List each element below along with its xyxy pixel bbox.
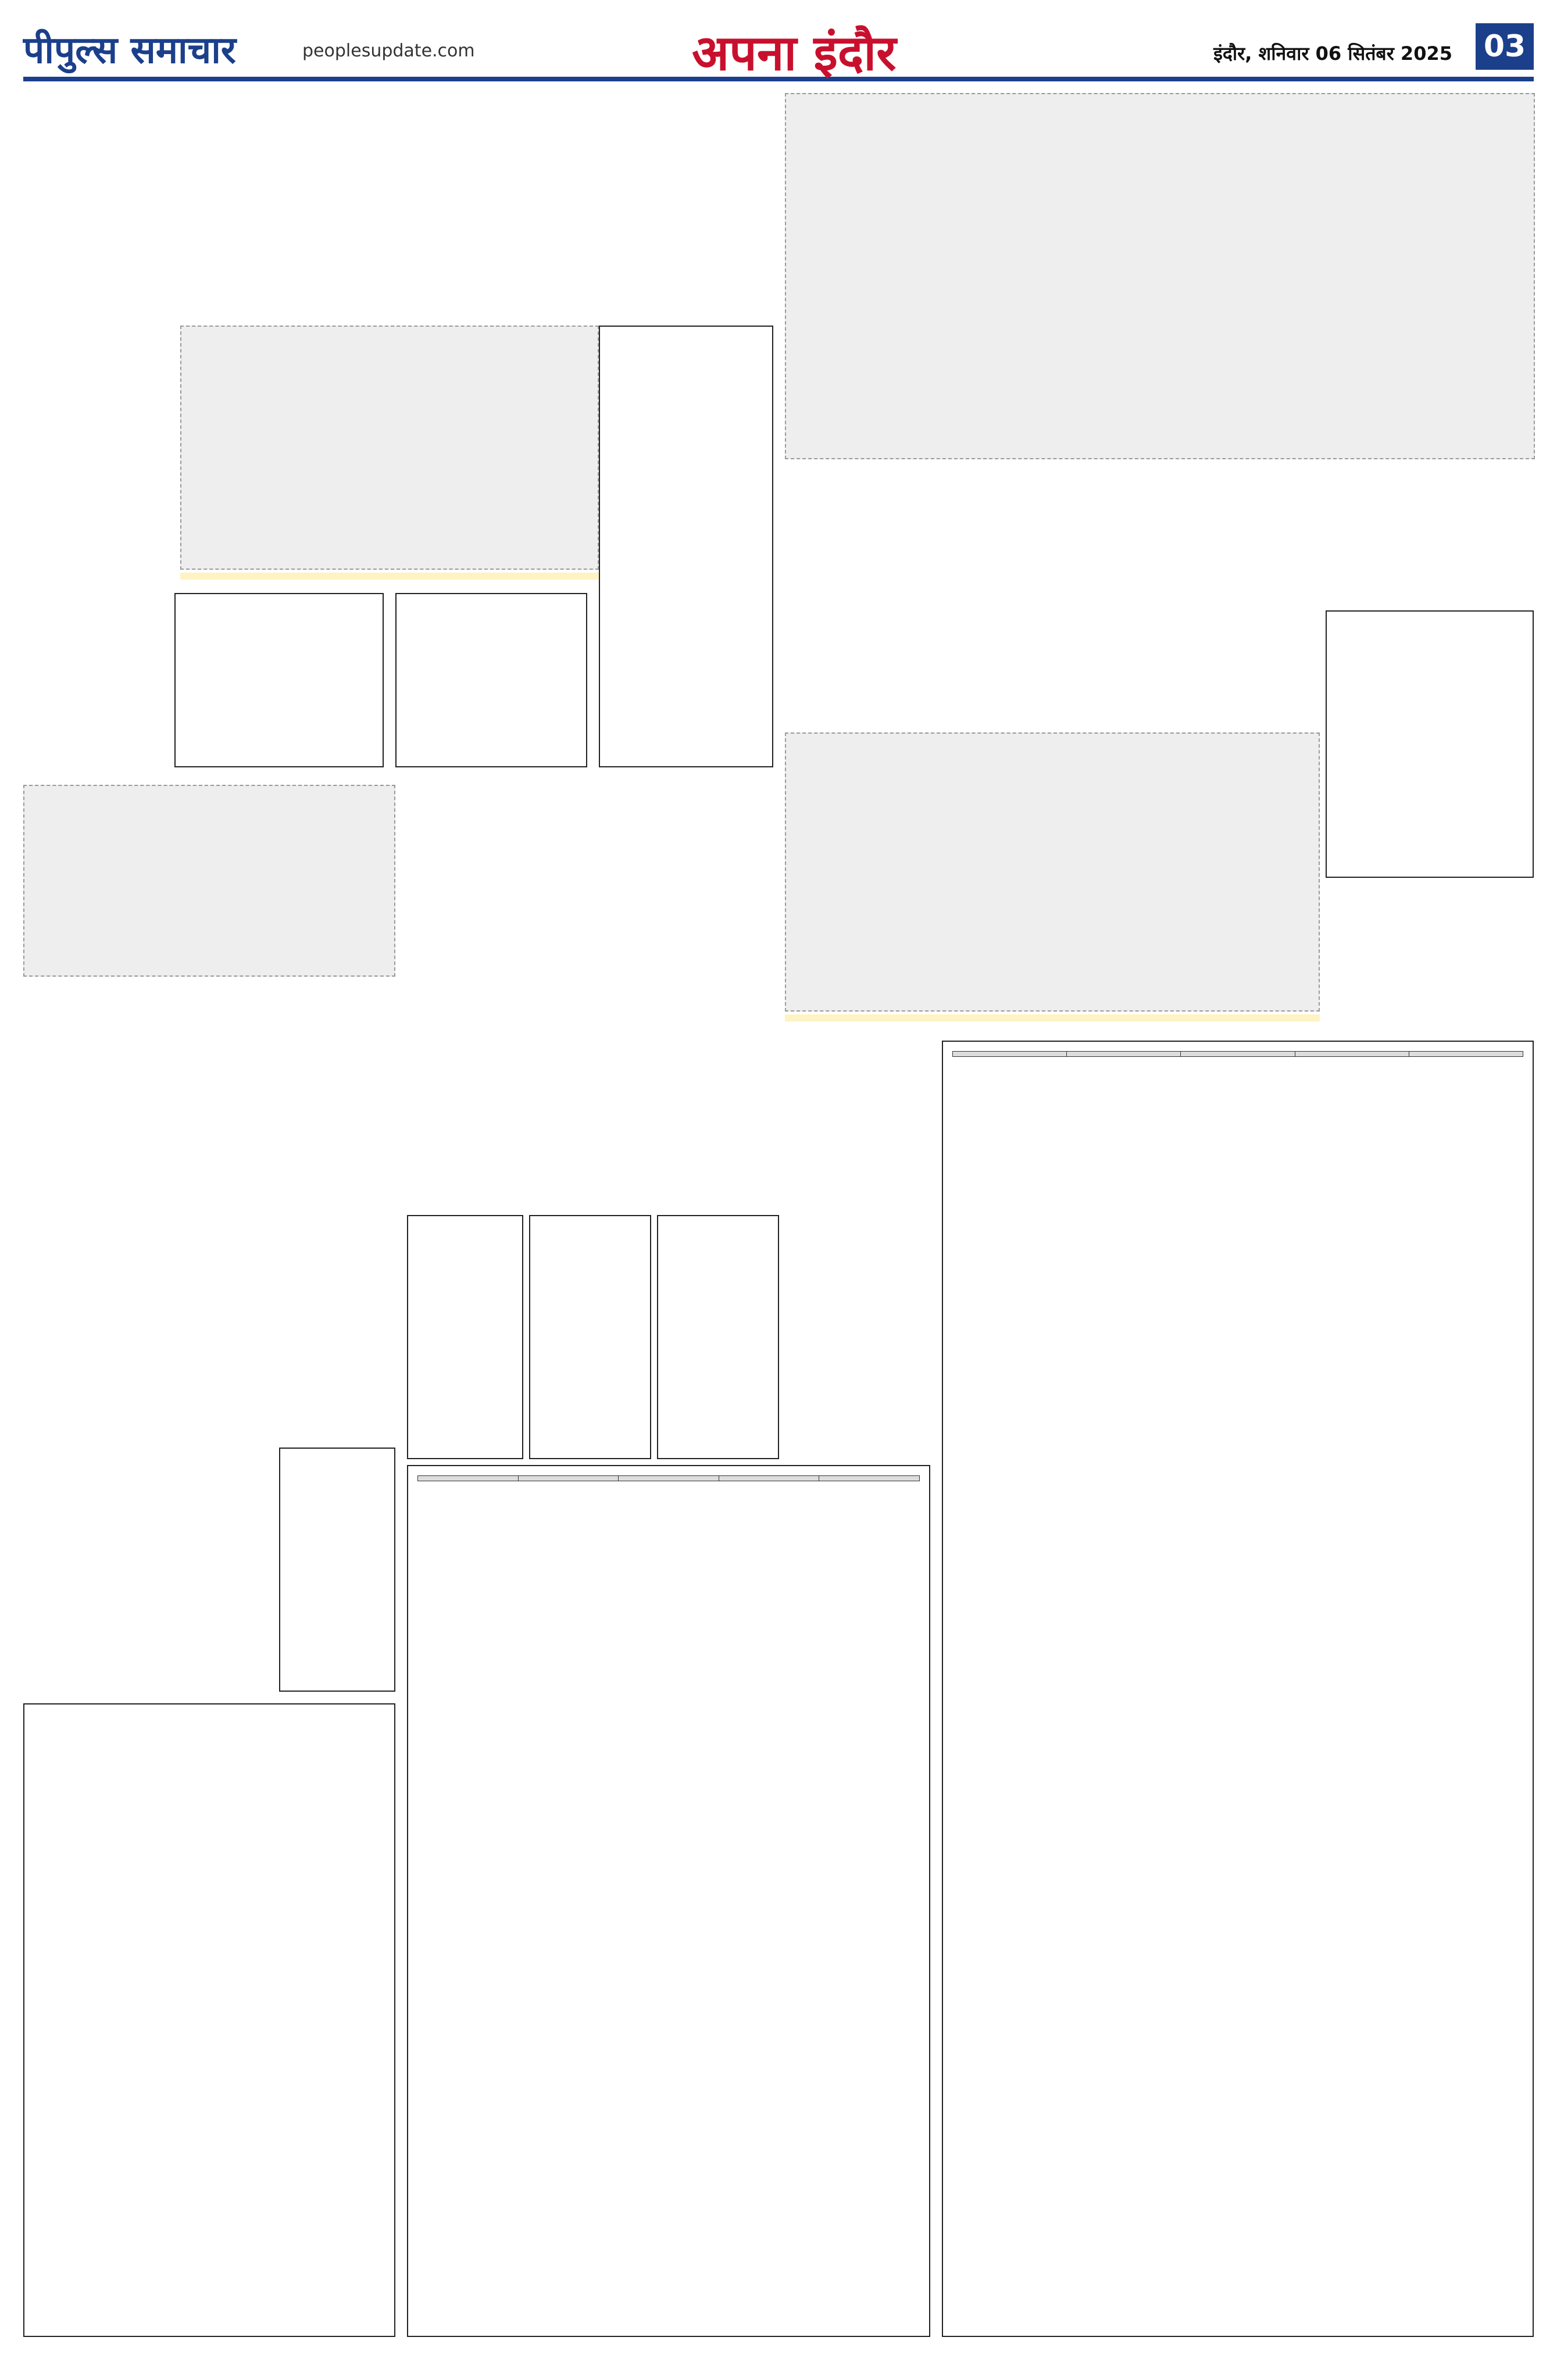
sidebar-3 bbox=[599, 326, 773, 767]
notice-2 bbox=[529, 1215, 651, 1459]
camp-story bbox=[23, 779, 395, 1430]
wr-col-2 bbox=[619, 1476, 719, 1481]
sidebar-1 bbox=[174, 593, 384, 767]
rain-photo-top bbox=[785, 93, 1535, 459]
lead-body bbox=[23, 326, 169, 744]
notice-3 bbox=[657, 1215, 779, 1459]
bt-col-0 bbox=[953, 1052, 1067, 1057]
lead-photo-caption bbox=[180, 573, 599, 580]
page-number: 03 bbox=[1476, 23, 1534, 70]
dateline: इंदौर, शनिवार 06 सितंबर 2025 bbox=[1213, 42, 1452, 65]
sidebar-2 bbox=[395, 593, 587, 767]
wr-ad-table bbox=[417, 1475, 920, 1481]
notice-1 bbox=[407, 1215, 523, 1459]
wr-col-3 bbox=[719, 1476, 819, 1481]
rain-sidebar bbox=[1326, 610, 1534, 878]
website-url[interactable]: peoplesupdate.com bbox=[302, 41, 475, 61]
bt-col-2 bbox=[1181, 1052, 1295, 1057]
rain-photo-caption bbox=[785, 1014, 1320, 1021]
masthead bbox=[23, 17, 1534, 81]
bhavnagar-tender bbox=[942, 1041, 1534, 2337]
section-title: अपना इंदौर bbox=[692, 24, 897, 81]
western-rly-ad bbox=[407, 1465, 930, 2337]
wr-col-0 bbox=[418, 1476, 519, 1481]
bt-col-3 bbox=[1295, 1052, 1409, 1057]
camp-photo bbox=[23, 785, 395, 977]
rain-photo-bottom bbox=[785, 732, 1320, 1012]
bt-col-4 bbox=[1409, 1052, 1523, 1057]
lead-photo bbox=[180, 326, 599, 570]
wr-col-4 bbox=[819, 1476, 920, 1481]
tender-table bbox=[952, 1051, 1523, 1057]
ganesh-story bbox=[407, 779, 779, 1209]
newspaper-brand: पीपुल्स समाचार bbox=[23, 28, 236, 72]
bt-col-1 bbox=[1067, 1052, 1181, 1057]
wr-col-1 bbox=[518, 1476, 619, 1481]
notice-4 bbox=[279, 1448, 395, 1692]
bank-ad bbox=[23, 1703, 395, 2337]
